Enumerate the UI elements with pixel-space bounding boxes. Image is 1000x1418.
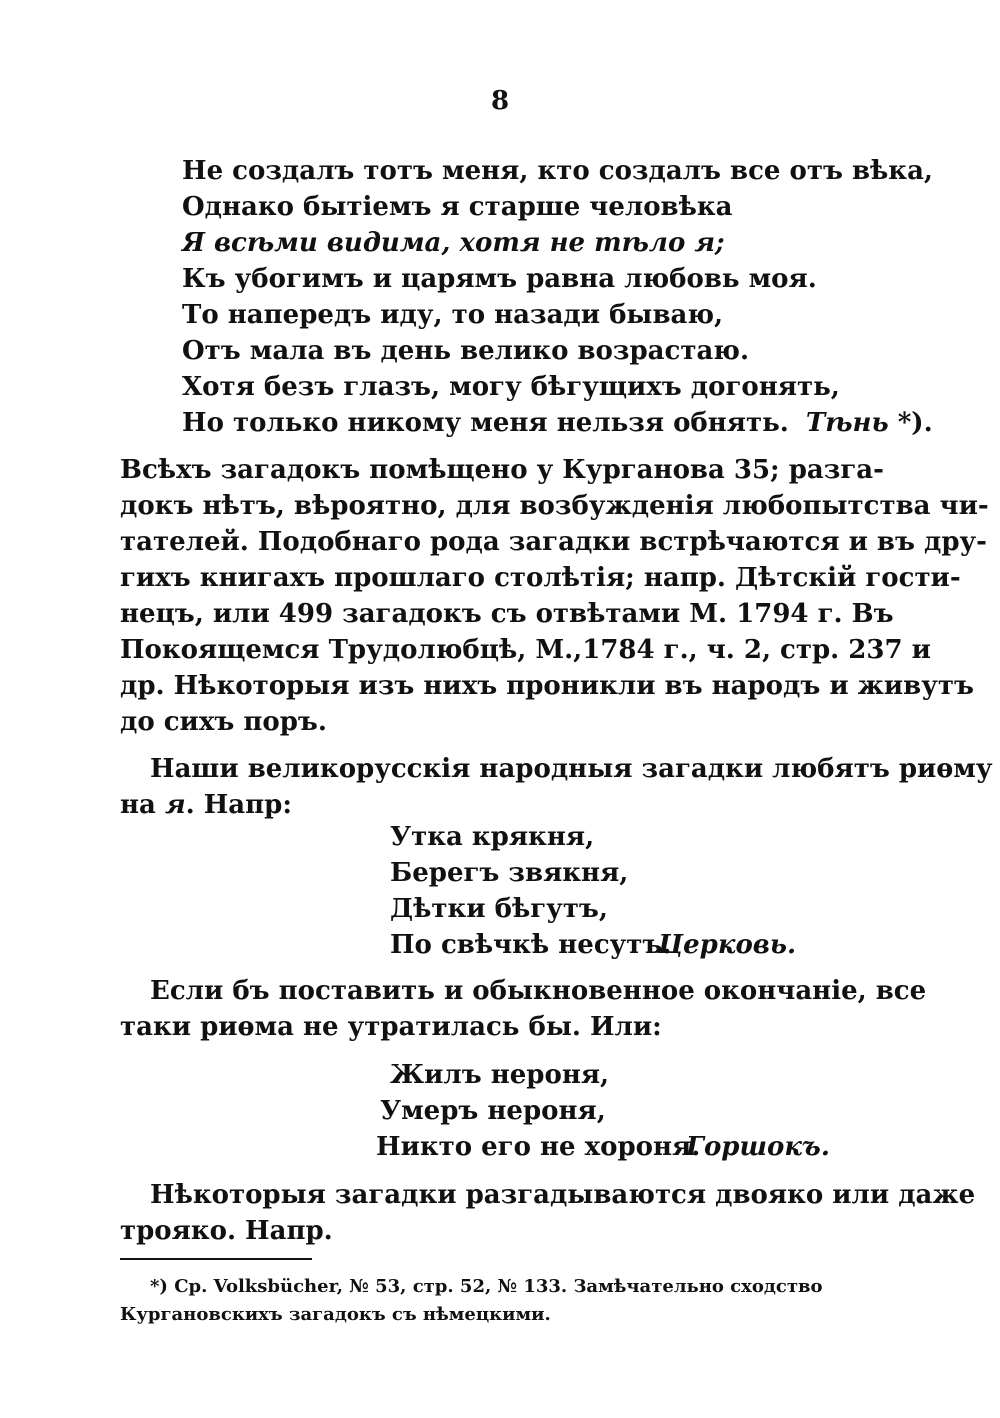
riddle-line: Никто его не хороня. [376, 1132, 701, 1162]
poem-answer: Тѣнь [805, 408, 889, 438]
letter-ya: я [164, 790, 186, 820]
poem-line: Однако бытiемъ я старше человѣка [182, 192, 733, 222]
paragraph-line: трояко. Напр. [120, 1216, 333, 1246]
riddle-answer: Горшокъ. [686, 1132, 830, 1162]
poem-last-line [182, 408, 933, 438]
page-number: 8 [490, 86, 510, 116]
poem-line: Къ убогимъ и царямъ равна любовь моя. [182, 264, 817, 294]
riddle-line: Утка крякня, [390, 822, 595, 852]
poem-line: Отъ мала въ день велико возрастаю. [182, 336, 749, 366]
paragraph-text: . Напр: [185, 790, 292, 820]
riddle-line: Дѣтки бѣгутъ, [390, 894, 608, 924]
riddle-line: Жилъ нероня, [390, 1060, 610, 1090]
paragraph-line: Если бъ поставить и обыкновенное окончанiе, все [150, 976, 927, 1006]
paragraph-line: гихъ книгахъ прошлаго столѣтiя; напр. Дѣтскiй гости- [120, 563, 961, 593]
footnote-divider [120, 1258, 312, 1260]
paragraph-line: докъ нѣтъ, вѣроятно, для возбужденiя любопытства чи- [120, 491, 989, 521]
paragraph-line: таки риѳма не утратилась бы. Или: [120, 1012, 662, 1042]
poem-line: Но только никому меня нельзя обнять. [182, 408, 789, 438]
riddle-answer: Церковь. [658, 930, 797, 960]
riddle-line: По свѣчкѣ несутъ. [390, 930, 672, 960]
footnote-line: *) Ср. Volksbücher, № 53, стр. 52, № 133. Замѣчательно сходство [150, 1276, 823, 1297]
riddle-line: Берегъ звякня, [390, 858, 629, 888]
paragraph-line: Нѣкоторыя загадки разгадываются двояко или даже [150, 1180, 976, 1210]
paragraph-line: др. Нѣкоторыя изъ нихъ проникли въ народъ и живутъ [120, 671, 974, 701]
paragraph-line [120, 790, 292, 820]
poem-line: Я всѣми видима, хотя не тѣло я; [182, 228, 725, 258]
poem-line: Не создалъ тотъ меня, кто создалъ все отъ вѣка, [182, 156, 933, 186]
footnote-marker: *). [888, 408, 933, 438]
paragraph-line: нецъ, или 499 загадокъ съ отвѣтами М. 1794 г. Въ [120, 599, 894, 629]
paragraph-line: Всѣхъ загадокъ помѣщено у Курганова 35; разга- [120, 455, 884, 485]
poem-line: Хотя безъ глазъ, могу бѣгущихъ догонять, [182, 372, 840, 402]
paragraph-line: Наши великорусскiя народныя загадки любятъ риѳму [150, 754, 993, 784]
poem-line: То напередъ иду, то назади бываю, [182, 300, 724, 330]
paragraph-line: Покоящемся Трудолюбцѣ, М.,1784 г., ч. 2, стр. 237 и [120, 635, 931, 665]
footnote-line: Кургановскихъ загадокъ съ нѣмецкими. [120, 1304, 551, 1325]
paragraph-line: тателей. Подобнаго рода загадки встрѣчаются и въ дру- [120, 527, 987, 557]
riddle-line: Умеръ нероня, [380, 1096, 606, 1126]
paragraph-text: на [120, 790, 165, 820]
paragraph-line: до сихъ поръ. [120, 707, 327, 737]
